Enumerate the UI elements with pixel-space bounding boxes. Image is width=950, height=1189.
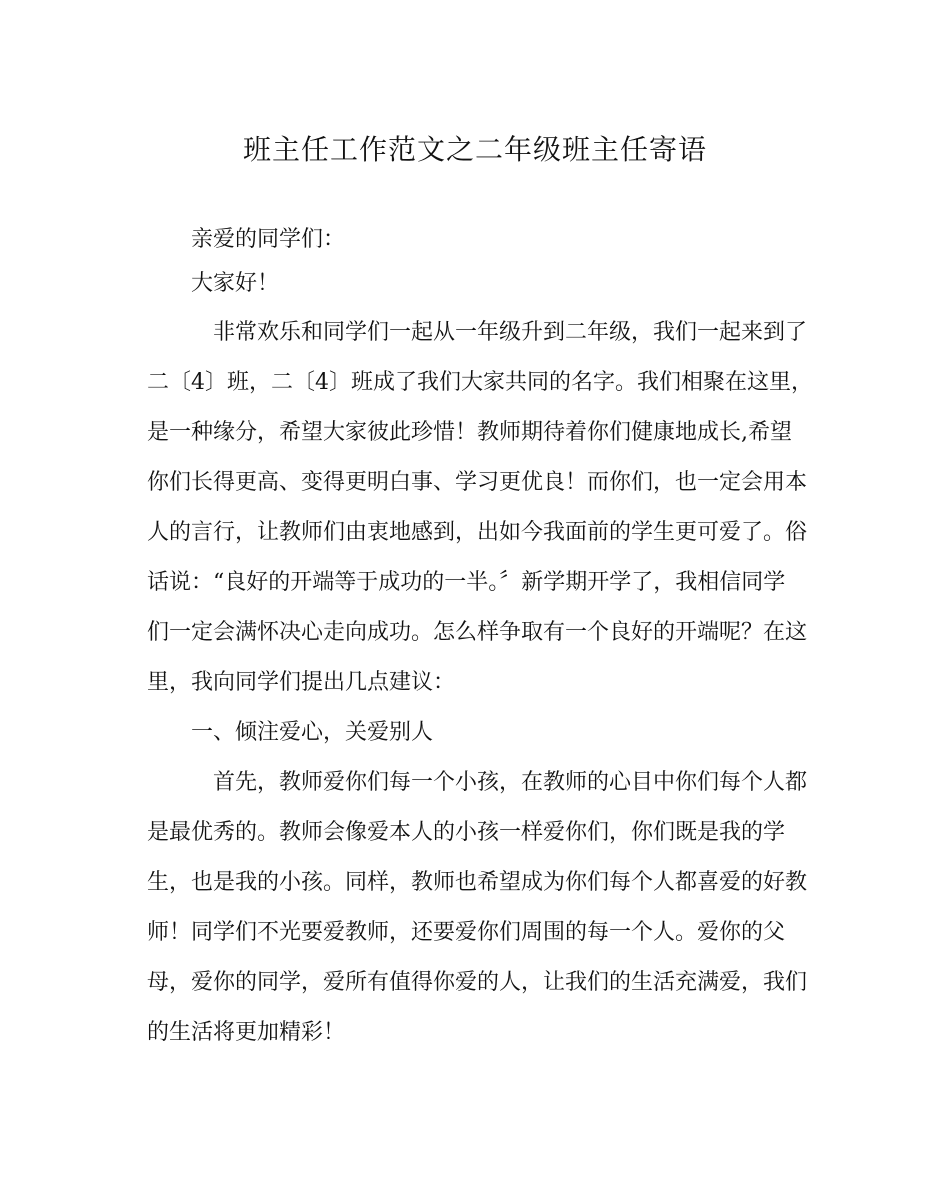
paragraph-line: 母，爱你的同学，爱所有值得你爱的人，让我们的生活充满爱，我们 [147,970,808,995]
paragraph-line: 们一定会满怀决心走向成功。怎么样争取有一个良好的开端呢？在这 [147,620,808,645]
salutation-line: 大家好！ [191,271,280,296]
paragraph-line: 话说：“良好的开端等于成功的一半。〞新学期开学了，我相信同学 [147,570,786,595]
section-heading: 一、倾注爱心，关爱别人 [191,720,434,745]
paragraph-line: 人的言行，让教师们由衷地感到，出如今我面前的学生更可爱了。俗 [147,520,808,545]
paragraph-line: 师！同学们不光要爱教师，还要爱你们周围的每一个人。爱你的父 [147,920,786,945]
paragraph-line: 是最优秀的。教师会像爱本人的小孩一样爱你们，你们既是我的学 [147,820,786,845]
paragraph-line: 的生活将更加精彩！ [147,1020,346,1045]
paragraph-line: 是一种缘分，希望大家彼此珍惜！教师期待着你们健康地成长,希望 [147,420,792,445]
paragraph-line: 你们长得更高、变得更明白事、学习更优良！而你们，也一定会用本 [147,470,808,495]
paragraph-line: 首先，教师爱你们每一个小孩，在教师的心目中你们每个人都 [213,770,808,795]
paragraph-line: 里，我向同学们提出几点建议： [147,670,456,695]
paragraph-line: 生，也是我的小孩。同样，教师也希望成为你们每个人都喜爱的好教 [147,870,808,895]
paragraph-line: 二〔4〕班，二〔4〕班成了我们大家共同的名字。我们相聚在这里， [147,370,813,395]
paragraph-line: 非常欢乐和同学们一起从一年级升到二年级，我们一起来到了 [213,320,808,345]
greeting-line: 亲爱的同学们： [191,227,346,252]
document-title: 班主任工作范文之二年级班主任寄语 [242,133,707,166]
